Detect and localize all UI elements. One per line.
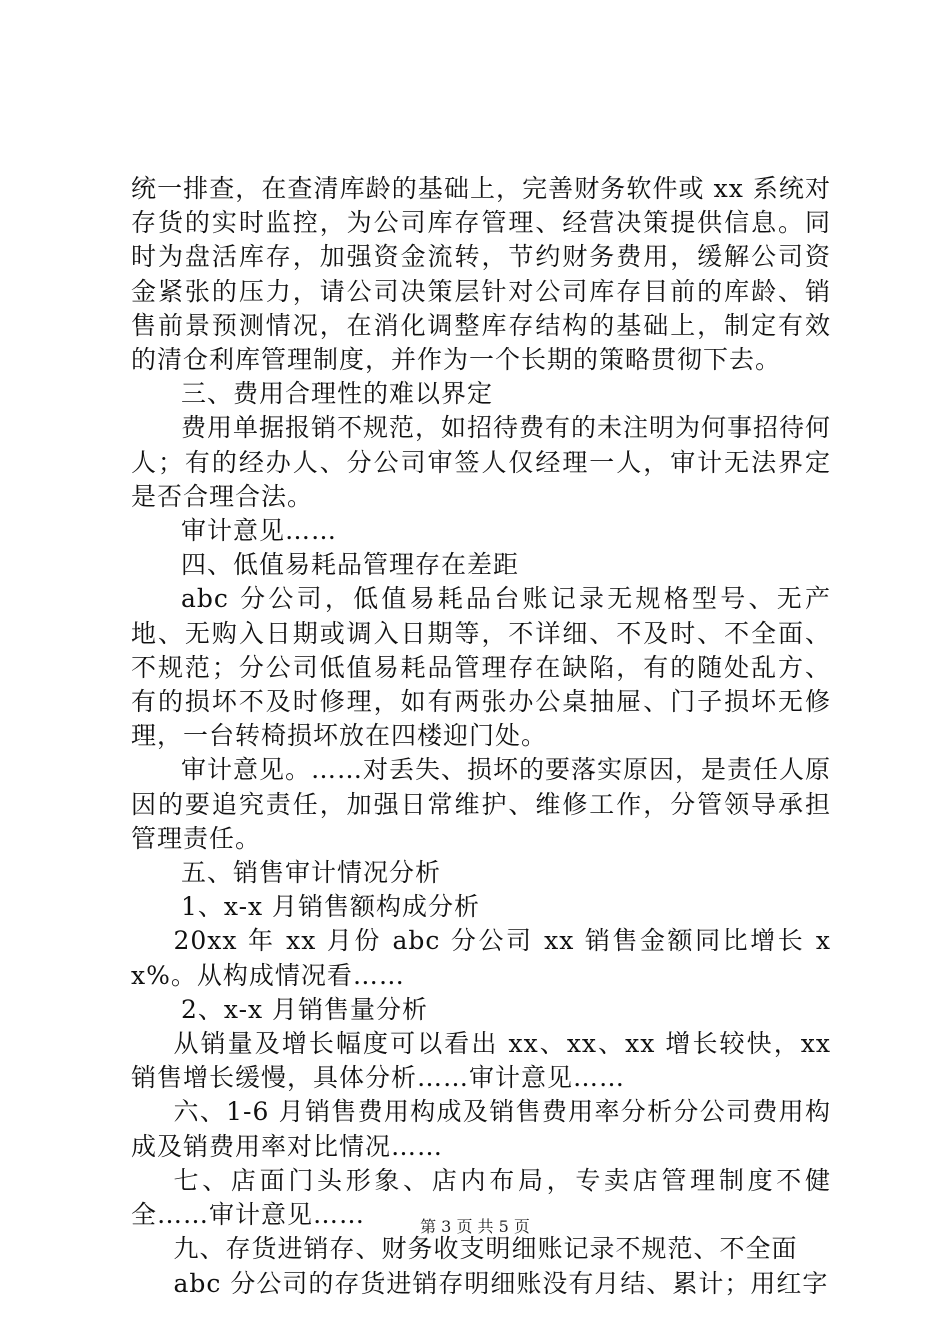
- audit-opinion-expense: 审计意见……: [181, 516, 338, 546]
- paragraph-expense-reimbursement: 费用单据报销不规范，如招待费有的未注明为何事招待何人；有的经办人、分公司审签人仅经理一人，审计无法界定是否合理合法。: [131, 413, 832, 511]
- paragraph-low-value-consumables: abc 分公司，低值易耗品台账记录无规格型号、无产地、无购入日期或调入日期等，不详细、不及时、不全面、不规范；分公司低值易耗品管理存在缺陷，有的随处乱方、有的损坏不及时修理，如有两张办公桌抽屉、门子损坏无修理，一台转椅损坏放在四楼迎门处。: [131, 584, 831, 751]
- paragraph-inventory-ledger: abc 分公司的存货进销存明细账没有月结、累计；用红字: [173, 1268, 829, 1298]
- paragraph-sales-volume: 从销量及增长幅度可以看出 xx、xx、xx 增长较快，xx 销售增长缓慢，具体分析……审计意见……: [131, 1029, 831, 1093]
- heading-expense-reasonableness: 三、费用合理性的难以界定: [181, 379, 494, 409]
- page-footer: 第 3 页 共 5 页: [420, 1217, 530, 1236]
- heading-store-image: 七、店面门头形象、店内布局，专卖店管理制度不健全……审计意见……: [131, 1165, 831, 1230]
- audit-opinion-consumables: 审计意见。……对丢失、损坏的要落实原因，是责任人原因的要追究责任，加强日常维护、维修工作，分管领导承担管理责任。: [131, 755, 832, 853]
- heading-inventory-ledger: 九、存货进销存、财务收支明细账记录不规范、不全面: [173, 1234, 798, 1264]
- heading-sales-expense-ratio: 六、1-6 月销售费用构成及销售费用率分析分公司费用构成及销费用率对比情况……: [131, 1097, 831, 1161]
- subheading-sales-volume: 2、x-x 月销售量分析: [181, 994, 429, 1024]
- heading-low-value-consumables: 四、低值易耗品管理存在差距: [181, 550, 520, 580]
- paragraph-sales-amount: 20xx 年 xx 月份 abc 分公司 xx 销售金额同比增长 xx%。从构成情况看……: [131, 926, 831, 990]
- document-body: [131, 172, 831, 1301]
- heading-sales-audit: 五、销售审计情况分析: [181, 858, 442, 888]
- subheading-sales-amount: 1、x-x 月销售额构成分析: [181, 892, 481, 922]
- paragraph-inventory-audit: 统一排查，在查清库龄的基础上，完善财务软件或 xx 系统对存货的实时监控，为公司库存管理、经营决策提供信息。同时为盘活库存，加强资金流转，节约财务费用，缓解公司资金紧张的压力，请公司决策层针对公司库存目前的库龄、销售前景预测情况，在消化调整库存结构的基础上，制定有效的清仓利库管理制度，并作为一个长期的策略贯彻下去。: [131, 174, 831, 375]
